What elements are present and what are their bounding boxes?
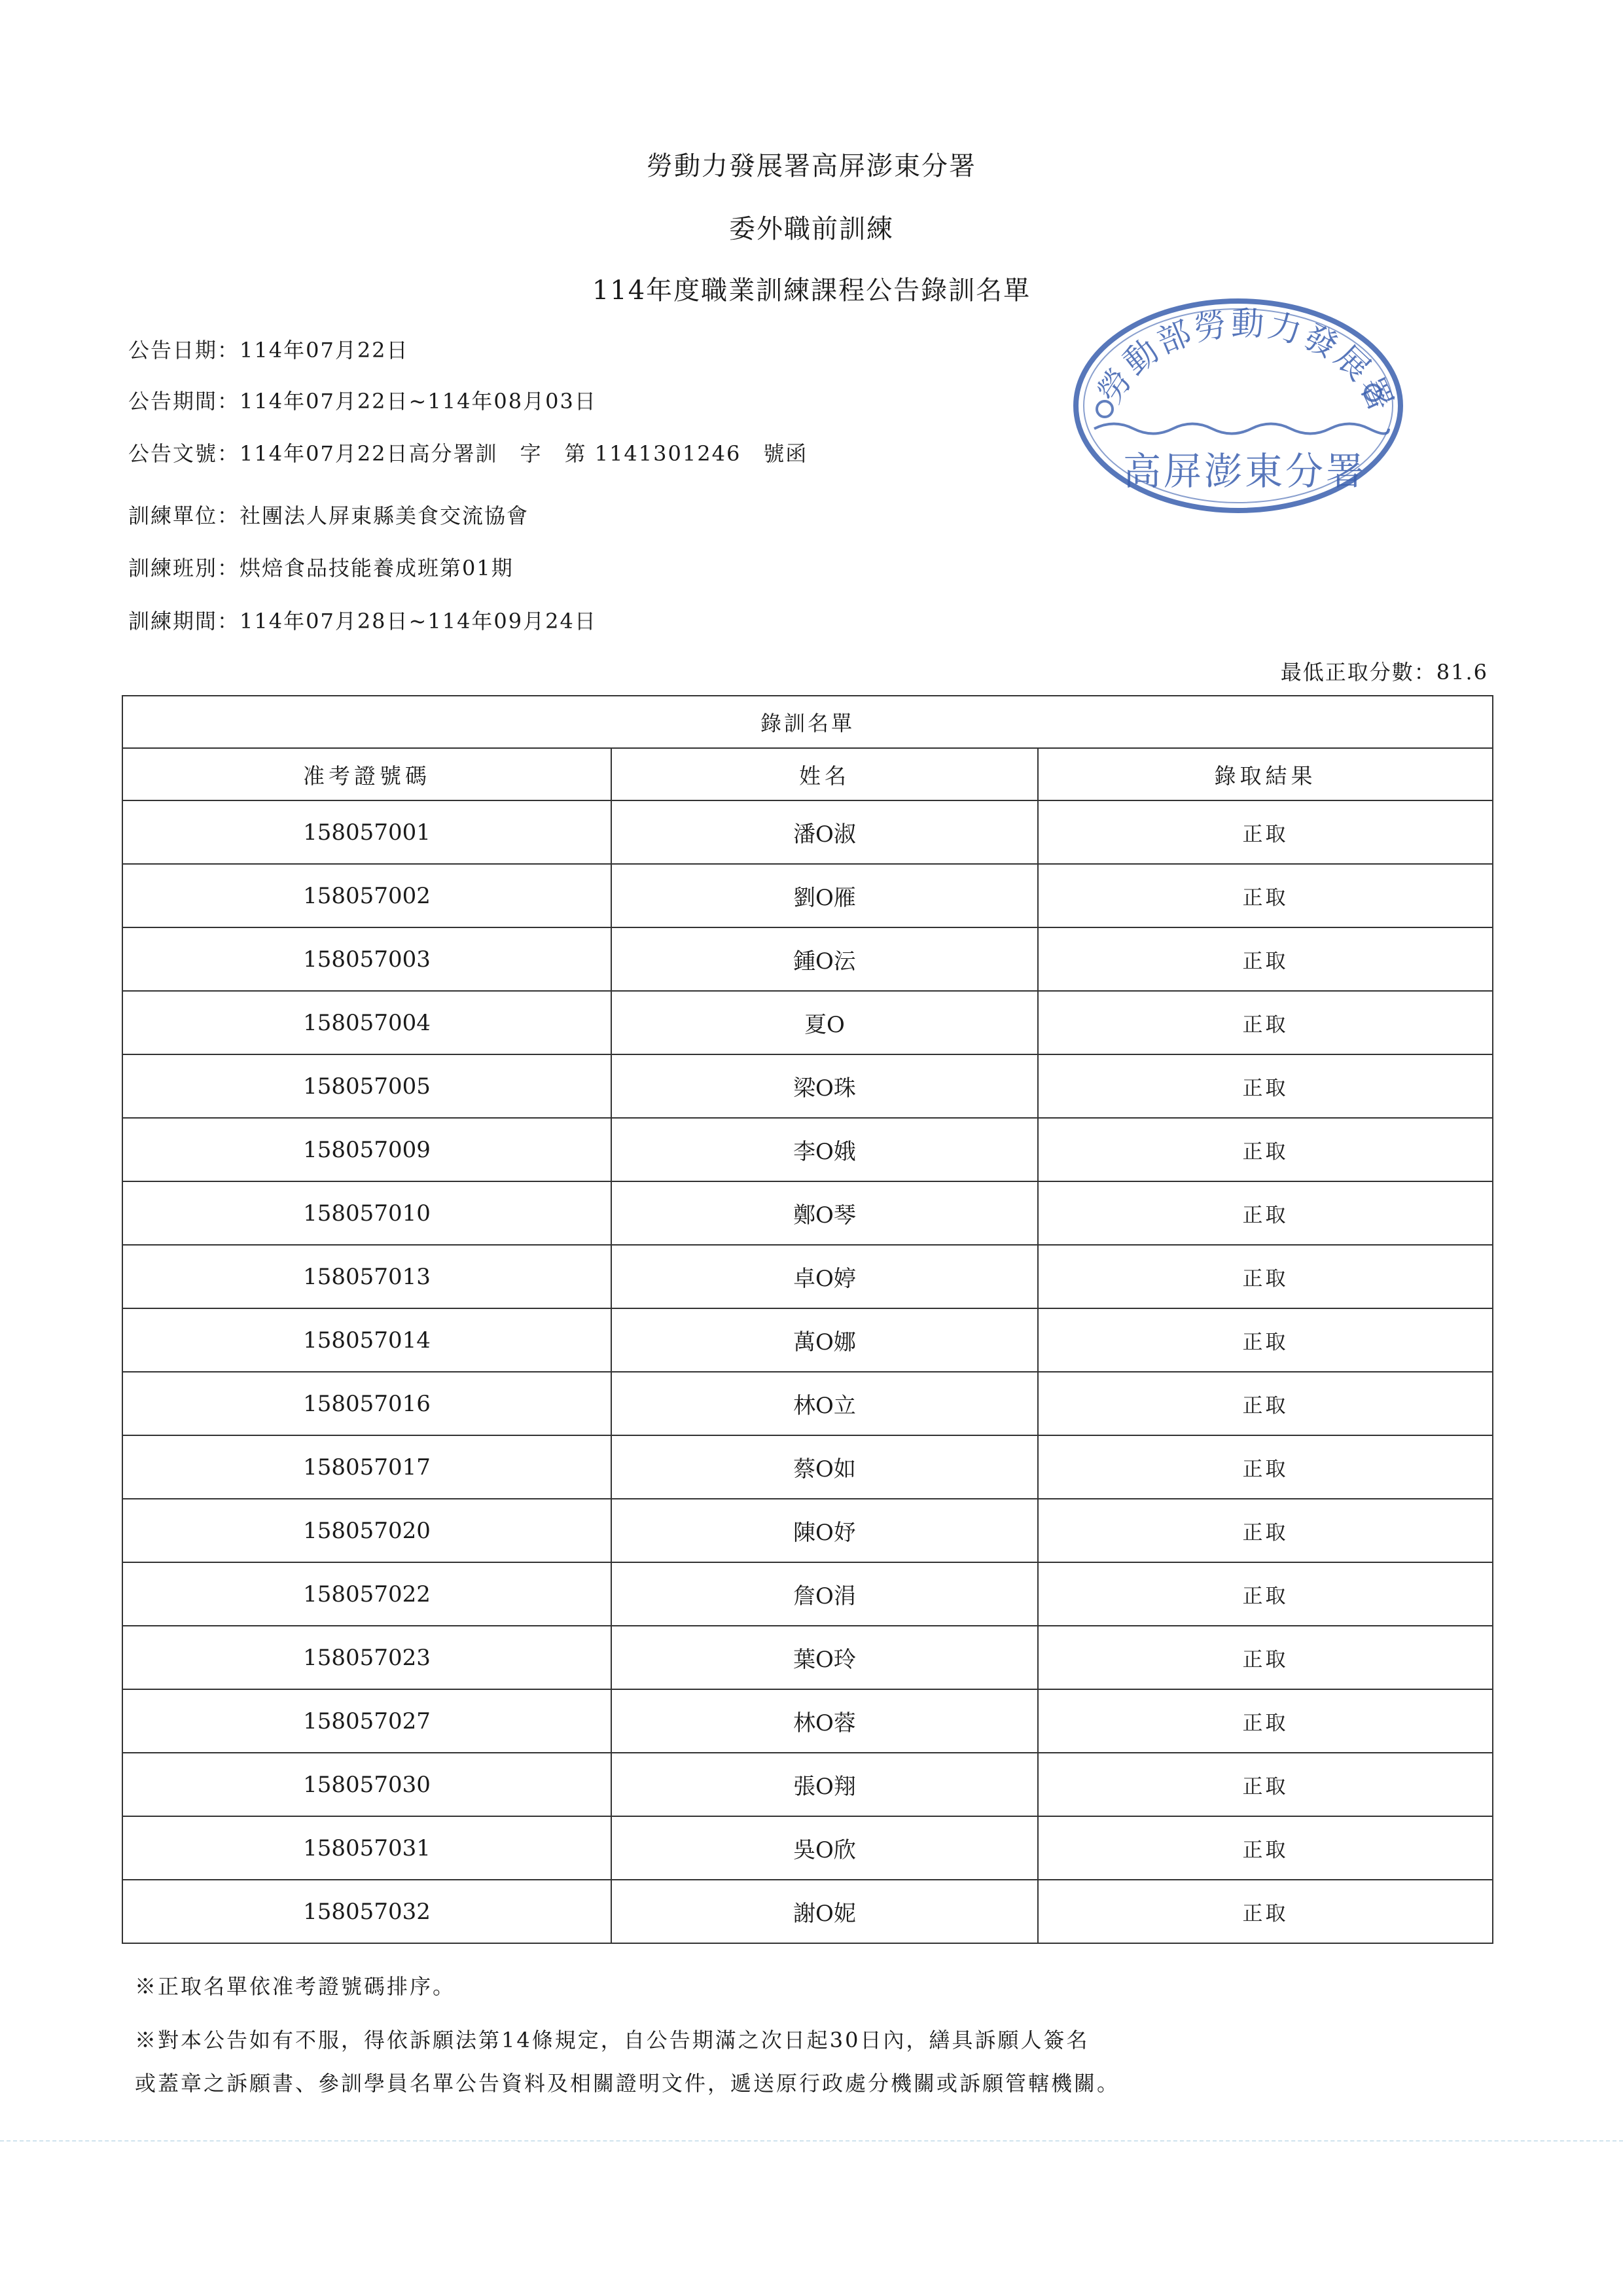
column-header-name: 姓名	[611, 748, 1038, 800]
column-header-result: 錄取結果	[1038, 748, 1493, 800]
result-cell: 正取	[1038, 991, 1493, 1054]
document-title-type: 委外職前訓練	[729, 214, 894, 244]
table-row	[122, 1118, 1493, 1181]
meta-announce-doc	[128, 437, 808, 467]
meta-label: 訓練單位：	[128, 503, 240, 528]
result-cell: 正取	[1038, 800, 1493, 864]
exam-id-cell: 158057013	[122, 1245, 611, 1308]
meta-label: 訓練期間：	[128, 609, 240, 634]
meta-value: 114年07月22日	[240, 338, 409, 363]
exam-id-cell: 158057031	[122, 1816, 611, 1880]
meta-training-class	[128, 552, 514, 582]
note-appeal-line2: 或蓋章之訴願書、參訓學員名單公告資料及相關證明文件，遞送原行政處分機關或訴願管轄機關。	[135, 2071, 1120, 2096]
meta-announce-date	[128, 334, 409, 364]
exam-id-cell: 158057010	[122, 1181, 611, 1245]
name-cell: 夏O	[611, 991, 1038, 1054]
result-cell: 正取	[1038, 927, 1493, 991]
scan-edge-line	[0, 2140, 1623, 2142]
exam-id-cell: 158057022	[122, 1562, 611, 1626]
result-cell: 正取	[1038, 1626, 1493, 1689]
name-cell: 鄭O琴	[611, 1181, 1038, 1245]
exam-id-cell: 158057020	[122, 1499, 611, 1562]
document-title-agency: 勞動力發展署高屏澎東分署	[647, 151, 976, 181]
exam-id-cell: 158057023	[122, 1626, 611, 1689]
name-cell: 詹O涓	[611, 1562, 1038, 1626]
table-row	[122, 1626, 1493, 1689]
note-appeal-line1: ※對本公告如有不服，得依訴願法第14條規定，自公告期滿之次日起30日內，繕具訴願人簽名	[135, 2028, 1090, 2053]
meta-announce-period	[128, 385, 597, 415]
note-sort-order: ※正取名單依准考證號碼排序。	[135, 1974, 456, 1999]
name-cell: 李O娥	[611, 1118, 1038, 1181]
exam-id-cell: 158057014	[122, 1308, 611, 1372]
name-cell: 陳O妤	[611, 1499, 1038, 1562]
document-title-main: 114年度職業訓練課程公告錄訓名單	[592, 276, 1031, 306]
svg-text:勞動部勞動力發展署: 勞動部勞動力發展署	[1090, 304, 1402, 420]
table-row	[122, 1499, 1493, 1562]
svg-text:高屏澎東分署: 高屏澎東分署	[1122, 449, 1367, 493]
table-caption: 錄訓名單	[122, 696, 1493, 748]
table-row	[122, 1435, 1493, 1499]
name-cell: 林O立	[611, 1372, 1038, 1435]
name-cell: 劉O雁	[611, 864, 1038, 927]
meta-training-period	[128, 605, 597, 635]
meta-value: 烘焙食品技能養成班第01期	[240, 556, 514, 581]
meta-label: 公告文號：	[128, 441, 240, 466]
result-cell: 正取	[1038, 1054, 1493, 1118]
column-header-exam-id: 准考證號碼	[122, 748, 611, 800]
name-cell: 葉O玲	[611, 1626, 1038, 1689]
table-row	[122, 991, 1493, 1054]
exam-id-cell: 158057030	[122, 1753, 611, 1816]
exam-id-cell: 158057009	[122, 1118, 611, 1181]
result-cell: 正取	[1038, 1435, 1493, 1499]
result-cell: 正取	[1038, 1372, 1493, 1435]
name-cell: 萬O娜	[611, 1308, 1038, 1372]
name-cell: 張O翔	[611, 1753, 1038, 1816]
result-cell: 正取	[1038, 1562, 1493, 1626]
name-cell: 林O蓉	[611, 1689, 1038, 1753]
table-body	[122, 800, 1493, 1943]
table-row	[122, 1816, 1493, 1880]
result-cell: 正取	[1038, 1245, 1493, 1308]
result-cell: 正取	[1038, 864, 1493, 927]
minimum-score: 最低正取分數：81.6	[1280, 660, 1488, 685]
meta-value: 114年07月28日~114年09月24日	[240, 609, 597, 634]
meta-value: 114年07月22日高分署訓 字 第 1141301246 號函	[240, 441, 808, 466]
exam-id-cell: 158057002	[122, 864, 611, 927]
name-cell: 潘O淑	[611, 800, 1038, 864]
name-cell: 卓O婷	[611, 1245, 1038, 1308]
exam-id-cell: 158057005	[122, 1054, 611, 1118]
table-row	[122, 1880, 1493, 1943]
table-row	[122, 1308, 1493, 1372]
result-cell: 正取	[1038, 1181, 1493, 1245]
name-cell: 梁O珠	[611, 1054, 1038, 1118]
table-row	[122, 1181, 1493, 1245]
table-row	[122, 1245, 1493, 1308]
name-cell: 謝O妮	[611, 1880, 1038, 1943]
meta-value: 114年07月22日~114年08月03日	[240, 389, 597, 414]
table-row	[122, 1054, 1493, 1118]
exam-id-cell: 158057004	[122, 991, 611, 1054]
table-row	[122, 927, 1493, 991]
meta-value: 社團法人屏東縣美食交流協會	[240, 503, 529, 528]
exam-id-cell: 158057001	[122, 800, 611, 864]
exam-id-cell: 158057016	[122, 1372, 611, 1435]
exam-id-cell: 158057032	[122, 1880, 611, 1943]
result-cell: 正取	[1038, 1816, 1493, 1880]
table-row	[122, 800, 1493, 864]
meta-label: 公告期間：	[128, 389, 240, 414]
table-row	[122, 1689, 1493, 1753]
table-row	[122, 1372, 1493, 1435]
result-cell: 正取	[1038, 1499, 1493, 1562]
meta-label: 公告日期：	[128, 338, 240, 363]
meta-training-unit	[128, 499, 529, 529]
exam-id-cell: 158057003	[122, 927, 611, 991]
name-cell: 鍾O沄	[611, 927, 1038, 991]
result-cell: 正取	[1038, 1308, 1493, 1372]
official-seal	[1068, 295, 1408, 517]
exam-id-cell: 158057017	[122, 1435, 611, 1499]
result-cell: 正取	[1038, 1880, 1493, 1943]
exam-id-cell: 158057027	[122, 1689, 611, 1753]
name-cell: 蔡O如	[611, 1435, 1038, 1499]
table-row	[122, 864, 1493, 927]
table-row	[122, 1753, 1493, 1816]
result-cell: 正取	[1038, 1118, 1493, 1181]
result-cell: 正取	[1038, 1689, 1493, 1753]
table-row	[122, 1562, 1493, 1626]
meta-label: 訓練班別：	[128, 556, 240, 581]
name-cell: 吳O欣	[611, 1816, 1038, 1880]
admission-table	[122, 695, 1493, 1944]
result-cell: 正取	[1038, 1753, 1493, 1816]
